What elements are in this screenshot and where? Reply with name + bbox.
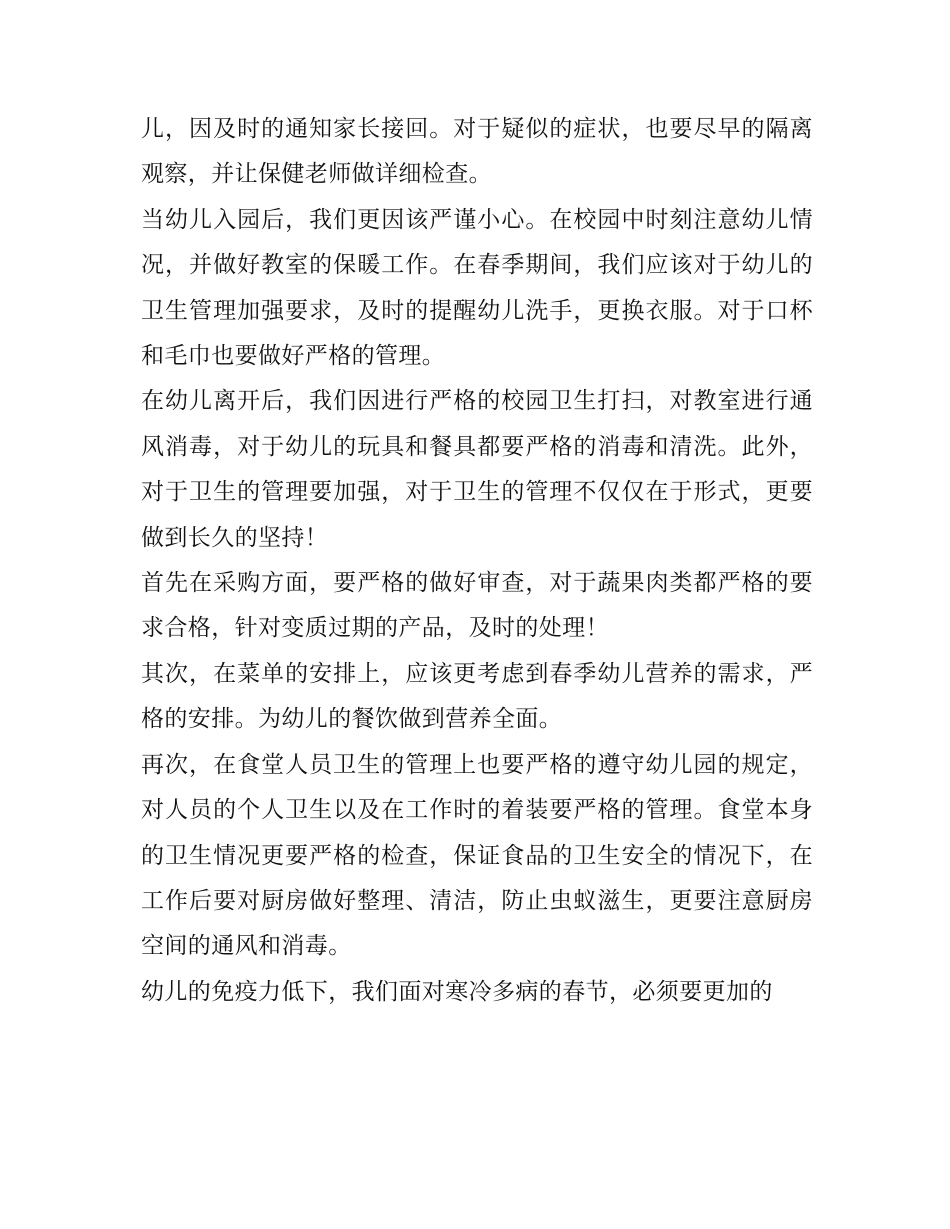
paragraph-7: 幼儿的免疫力低下，我们面对寒冷多病的春节，必须要更加的 — [141, 978, 773, 1005]
paragraph-6: 再次，在食堂人员卫生的管理上也要严格的遵守幼儿园的规定，对人员的个人卫生以及在工作时的着装要严格的管理。食堂本身的卫生情况更要严格的检查，保证食品的卫生安全的情况下，在工作后要对厨房做好整理、清洁，防止虫蚁滋生，更要注意厨房空间的通风和消毒。 — [141, 751, 813, 960]
paragraph-3: 在幼儿离开后，我们因进行严格的校园卫生打扫，对教室进行通风消毒，对于幼儿的玩具和餐具都要严格的消毒和清洗。此外，对于卫生的管理要加强，对于卫生的管理不仅仅在于形式，更要做到长久的坚持！ — [141, 388, 813, 551]
paragraph-5: 其次，在菜单的安排上，应该更考虑到春季幼儿营养的需求，严格的安排。为幼儿的餐饮做到营养全面。 — [141, 660, 813, 733]
paragraph-4: 首先在采购方面，要严格的做好审查，对于蔬果肉类都严格的要求合格，针对变质过期的产品，及时的处理！ — [141, 570, 813, 642]
paragraph-1: 儿，因及时的通知家长接回。对于疑似的症状，也要尽早的隔离观察，并让保健老师做详细检查。 — [141, 116, 813, 188]
document-body — [141, 107, 813, 1015]
paragraph-2: 当幼儿入园后，我们更因该严谨小心。在校园中时刻注意幼儿情况，并做好教室的保暖工作。在春季期间，我们应该对于幼儿的卫生管理加强要求，及时的提醒幼儿洗手，更换衣服。对于口杯和毛巾也要做好严格的管理。 — [141, 206, 813, 370]
